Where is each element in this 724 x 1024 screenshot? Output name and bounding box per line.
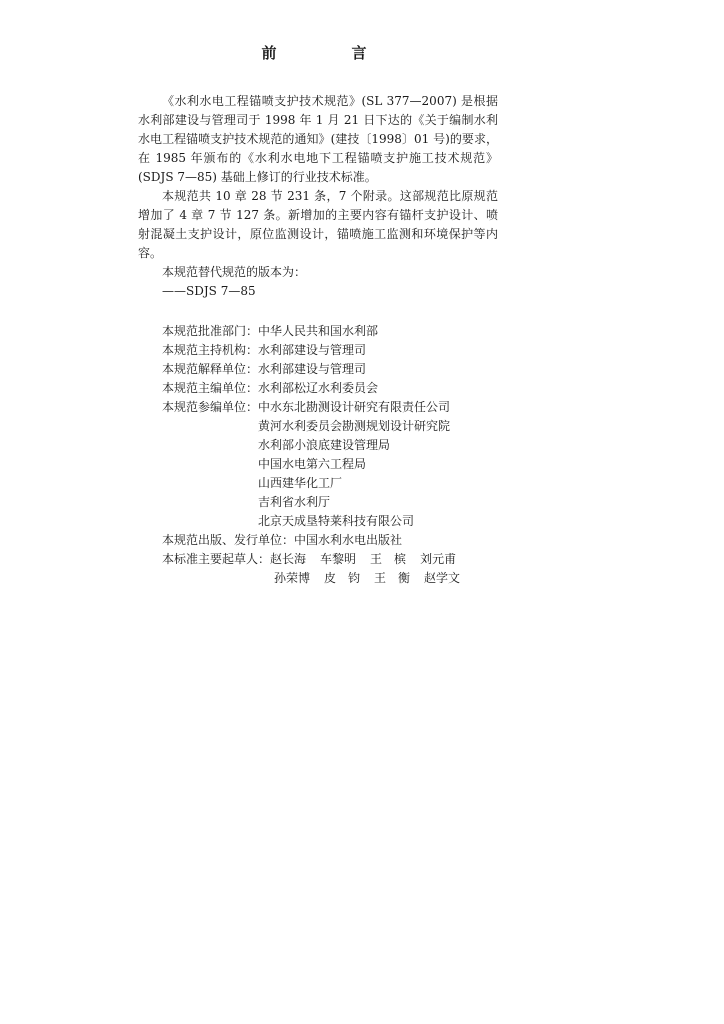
credit-value: 水利部建设与管理司 bbox=[258, 362, 367, 376]
drafters-list bbox=[162, 550, 460, 588]
credit-label: 本规范参编单位： bbox=[162, 400, 259, 414]
drafter-name: 赵长海 bbox=[270, 552, 307, 566]
credit-value: 水利部松辽水利委员会 bbox=[258, 381, 379, 395]
credit-label: 本规范解释单位： bbox=[162, 362, 259, 376]
credit-row-publisher bbox=[162, 531, 450, 550]
drafter-names-1 bbox=[270, 550, 456, 569]
credit-row-interpret bbox=[162, 360, 450, 379]
replaced-item: ——SDJS 7—85 bbox=[162, 284, 256, 298]
paragraph-summary: 本规范共 10 章 28 节 231 条，7 个附录。这部规范比原规范增加了 4 章 7 节 127 条。新增加的主要内容有锚杆支护设计、喷射混凝土支护设计，原位监测设计，锚喷施工监测和环境保护等内容。 bbox=[138, 189, 498, 260]
credit-value: 中国水利水电出版社 bbox=[294, 533, 403, 547]
credit-value: 水利部建设与管理司 bbox=[258, 343, 367, 357]
participant-list bbox=[258, 398, 450, 531]
credit-row-approval bbox=[162, 322, 450, 341]
drafter-name: 赵学文 bbox=[424, 571, 461, 585]
drafter-name: 王 衡 bbox=[374, 571, 411, 585]
foreword-body bbox=[138, 92, 498, 301]
credits-list bbox=[162, 322, 450, 550]
participant-item: 北京天成垦特莱科技有限公司 bbox=[258, 514, 415, 528]
participant-item: 中国水电第六工程局 bbox=[258, 457, 367, 471]
page-title: 前 言 bbox=[261, 44, 397, 62]
credit-value: 中华人民共和国水利部 bbox=[258, 324, 379, 338]
credit-label: 本规范主编单位： bbox=[162, 381, 259, 395]
paragraph-intro: 《水利水电工程锚喷支护技术规范》(SL 377—2007) 是根据水利部建设与管理司于 1998 年 1 月 21 日下达的《关于编制水利水电工程锚喷支护技术规范的通知》(建技〔1998〕01 号)的要求，在 1985 年颁布的《水利水电地下工程锚喷支护施工技术规范》(SDJS 7—85) 基础上修订的行业技术标准。 bbox=[138, 94, 498, 184]
drafter-name: 王 槟 bbox=[370, 552, 407, 566]
drafter-label: 本标准主要起草人： bbox=[162, 552, 271, 566]
participant-item: 水利部小浪底建设管理局 bbox=[258, 438, 391, 452]
drafter-name: 刘元甫 bbox=[420, 552, 457, 566]
drafter-names-2 bbox=[162, 569, 460, 588]
participant-item: 中水东北勘测设计研究有限责任公司 bbox=[258, 400, 451, 414]
credit-label: 本规范出版、发行单位： bbox=[162, 533, 295, 547]
participant-item: 山西建华化工厂 bbox=[258, 476, 343, 490]
credit-label: 本规范批准部门： bbox=[162, 324, 259, 338]
credit-row-host bbox=[162, 341, 450, 360]
drafter-name: 皮 钧 bbox=[324, 571, 361, 585]
participant-item: 吉利省水利厅 bbox=[258, 495, 331, 509]
drafter-name: 车黎明 bbox=[320, 552, 357, 566]
credit-row-chief-editor bbox=[162, 379, 450, 398]
participant-item: 黄河水利委员会勘测规划设计研究院 bbox=[258, 419, 451, 433]
credit-row-participants bbox=[162, 398, 450, 531]
replaced-intro: 本规范替代规范的版本为： bbox=[162, 265, 307, 279]
drafter-row-1 bbox=[162, 550, 460, 569]
credit-label: 本规范主持机构： bbox=[162, 343, 259, 357]
drafter-name: 孙荣博 bbox=[274, 571, 311, 585]
